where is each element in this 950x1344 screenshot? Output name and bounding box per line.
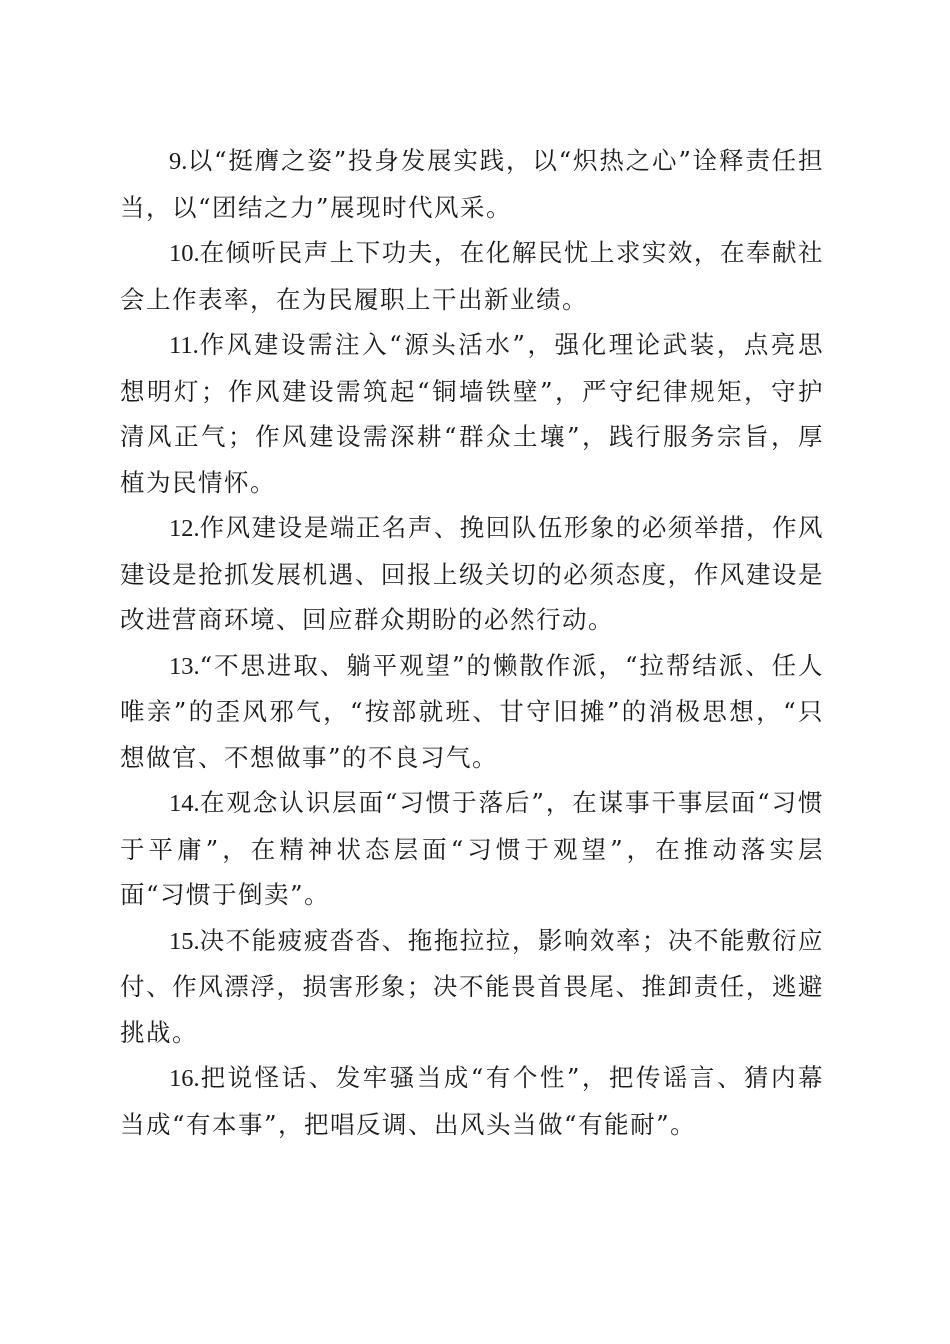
paragraph-text: 以“挺膺之姿”投身发展实践，以“炽热之心”诠释责任担当，以“团结之力”展现时代风采。 <box>120 146 824 222</box>
paragraph-14 <box>120 780 824 918</box>
paragraph-number: 13. <box>169 652 200 680</box>
paragraph-15 <box>120 918 824 1056</box>
paragraph-number: 10. <box>169 240 200 267</box>
paragraph-text: 决不能疲疲沓沓、拖拖拉拉，影响效率；决不能敷衍应付、作风漂浮，损害形象；决不能畏首畏尾、推卸责任，逃避挑战。 <box>120 925 824 1047</box>
paragraph-number: 15. <box>169 927 200 955</box>
paragraph-number: 9. <box>169 148 188 175</box>
paragraph-text: 作风建设是端正名声、挽回队伍形象的必须举措，作风建设是抢抓发展机遇、回报上级关切的必须态度，作风建设是改进营商环境、回应群众期盼的必然行动。 <box>120 513 824 634</box>
document-body <box>120 138 824 1147</box>
paragraph-text: 在观念认识层面“习惯于落后”，在谋事干事层面“习惯于平庸”，在精神状态层面“习惯于观望”，在推动落实层面“习惯于倒卖”。 <box>120 788 824 909</box>
paragraph-number: 11. <box>169 332 199 359</box>
paragraph-9 <box>120 138 824 230</box>
paragraph-10 <box>120 230 824 322</box>
paragraph-11 <box>120 322 824 505</box>
paragraph-16 <box>120 1055 824 1147</box>
paragraph-13 <box>120 643 824 781</box>
paragraph-number: 16. <box>169 1065 200 1092</box>
paragraph-number: 12. <box>169 515 200 542</box>
paragraph-text: 把说怪话、发牢骚当成“有个性”，把传谣言、猜内幕当成“有本事”，把唱反调、出风头当做“有能耐”。 <box>120 1063 824 1139</box>
paragraph-12 <box>120 505 824 643</box>
paragraph-text: “不思进取、躺平观望”的懒散作派，“拉帮结派、任人唯亲”的歪风邪气，“按部就班、甘守旧摊”的消极思想，“只想做官、不想做事”的不良习气。 <box>120 650 824 772</box>
paragraph-text: 在倾听民声上下功夫，在化解民忧上求实效，在奉献社会上作表率，在为民履职上干出新业绩。 <box>120 238 824 314</box>
paragraph-number: 14. <box>169 790 200 817</box>
paragraph-text: 作风建设需注入“源头活水”，强化理论武装，点亮思想明灯；作风建设需筑起“铜墙铁壁”，严守纪律规矩，守护清风正气；作风建设需深耕“群众土壤”，践行服务宗旨，厚植为民情怀。 <box>120 330 824 497</box>
